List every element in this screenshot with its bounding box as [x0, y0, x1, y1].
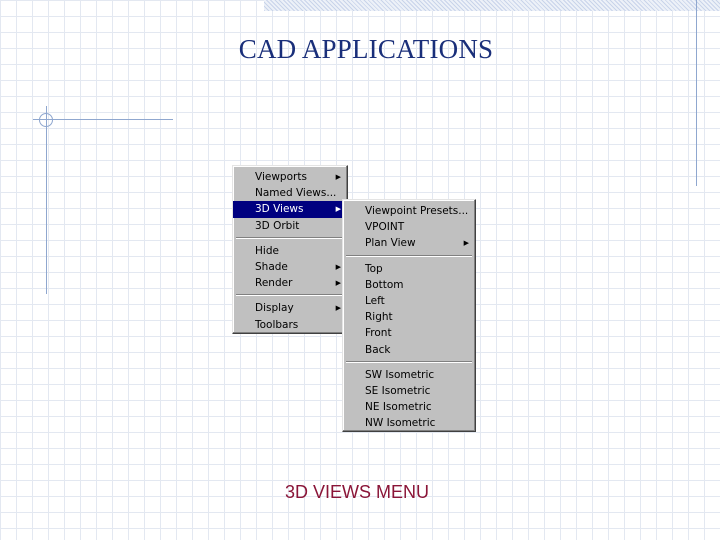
menu-item-named-views[interactable] [233, 185, 347, 201]
menu-item-bottom[interactable] [343, 277, 475, 293]
menu-item-label: SE Isometric [365, 384, 431, 397]
menu-item-toolbars[interactable] [233, 317, 347, 333]
menu-item-front[interactable] [343, 325, 475, 341]
chevron-right-icon: ▶ [463, 239, 469, 248]
top-decorative-bar [264, 0, 720, 11]
chevron-right-icon: ▶ [335, 173, 341, 181]
menu-item-label: Display [255, 302, 294, 315]
menu-item-viewpoint-presets[interactable] [343, 203, 475, 219]
menu-item-label: Bottom [365, 278, 404, 291]
chevron-right-icon: ▶ [335, 262, 341, 271]
slide-title: CAD APPLICATIONS [238, 34, 494, 64]
menu-item-label: 3D Views [255, 203, 304, 216]
chevron-right-icon: ▶ [335, 279, 341, 288]
menu-item-label: Render [255, 277, 293, 290]
view-menu [232, 165, 348, 334]
menu-item-display[interactable] [233, 300, 347, 316]
menu-item-label: Viewpoint Presets... [365, 205, 469, 217]
decorative-horizontal-line [33, 119, 173, 120]
menu-item-label: Back [365, 343, 391, 356]
menu-item-sw-isometric[interactable] [343, 367, 475, 383]
decorative-circle [39, 113, 53, 127]
menu-item-label: 3D Orbit [255, 219, 300, 232]
menu-item-top[interactable] [343, 261, 475, 277]
menu-item-label: Plan View [365, 237, 416, 250]
menu-separator [236, 294, 344, 296]
menu-separator [346, 361, 472, 363]
menu-item-se-isometric[interactable] [343, 383, 475, 399]
menu-item-label: SW Isometric [365, 368, 435, 381]
menu-item-3d-orbit[interactable] [233, 218, 347, 234]
menu-item-label: NE Isometric [365, 401, 432, 414]
slide-caption: 3D VIEWS MENU [284, 482, 430, 502]
menu-item-render[interactable] [233, 275, 347, 291]
chevron-right-icon: ▶ [335, 304, 341, 313]
menu-item-label: Viewports [255, 171, 307, 183]
menu-separator [236, 237, 344, 239]
3d-views-submenu [342, 199, 476, 432]
menu-item-label: Toolbars [255, 318, 299, 331]
menu-item-label: Left [365, 294, 385, 307]
menu-item-label: Top [365, 262, 383, 275]
menu-item-label: Shade [255, 260, 288, 273]
menu-item-right[interactable] [343, 309, 475, 325]
menu-item-nw-isometric[interactable] [343, 415, 475, 431]
chevron-right-icon: ▶ [335, 205, 341, 214]
menu-item-label: Hide [255, 244, 279, 257]
menu-item-label: NW Isometric [365, 417, 436, 430]
menu-item-ne-isometric[interactable] [343, 399, 475, 415]
menu-item-label: Named Views... [255, 187, 337, 200]
right-decorative-line [696, 0, 697, 186]
menu-item-label: Front [365, 327, 392, 340]
menu-item-back[interactable] [343, 342, 475, 358]
menu-item-label: VPOINT [365, 221, 405, 234]
menu-item-viewports[interactable] [233, 169, 347, 185]
menu-item-label: Right [365, 311, 393, 324]
menu-item-vpoint[interactable] [343, 219, 475, 235]
menu-item-plan-view[interactable] [343, 235, 475, 251]
menu-item-shade[interactable] [233, 259, 347, 275]
menu-item-left[interactable] [343, 293, 475, 309]
menu-separator [346, 255, 472, 257]
menu-item-3d-views[interactable] [233, 201, 347, 217]
decorative-vertical-line [46, 106, 47, 294]
menu-item-hide[interactable] [233, 243, 347, 259]
